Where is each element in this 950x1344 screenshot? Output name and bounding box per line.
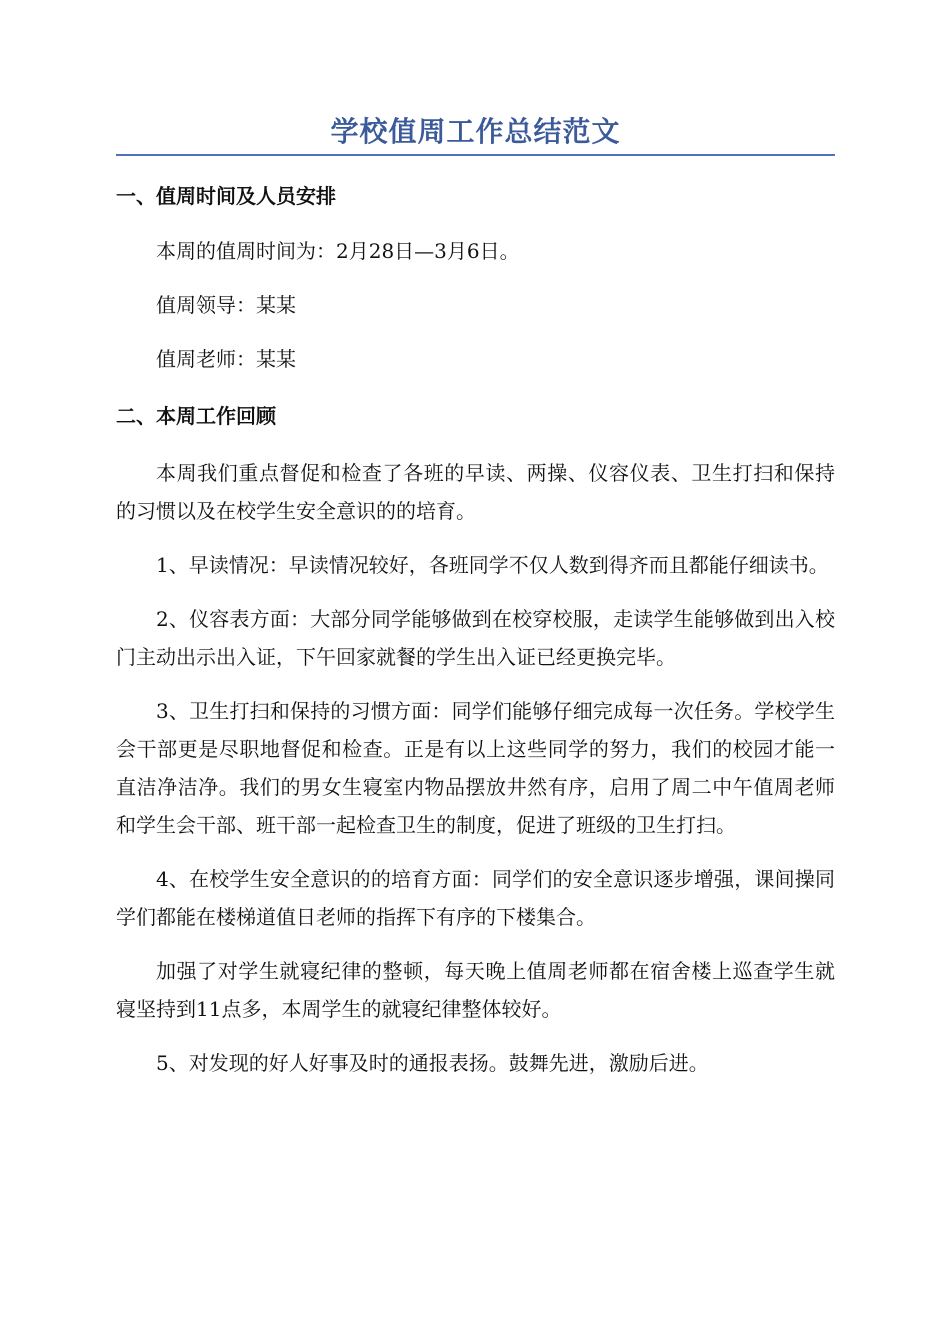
section-heading: 二、本周工作回顾 (116, 404, 276, 428)
section-review (116, 400, 835, 1082)
paragraph-dormitory: 加强了对学生就寝纪律的整顿，每天晚上值周老师都在宿舍楼上巡查学生就寝坚持到11点多，本周学生的就寝纪律整体较好。 (116, 959, 835, 1021)
paragraph-good-deeds: 5、对发现的好人好事及时的通报表扬。鼓舞先进，激励后进。 (156, 1051, 709, 1075)
paragraph-morning-reading: 1、早读情况：早读情况较好，各班同学不仅人数到得齐而且都能仔细读书。 (156, 553, 829, 577)
paragraph-duty-period: 本周的值周时间为：2月28日—3月6日。 (156, 239, 520, 263)
paragraph-duty-teacher: 值周老师：某某 (156, 347, 296, 371)
paragraph-appearance: 2、仪容表方面：大部分同学能够做到在校穿校服，走读学生能够做到出入校门主动出示出入证，下午回家就餐的学生出入证已经更换完毕。 (116, 607, 835, 669)
section-arrangement (116, 180, 835, 376)
paragraph-safety: 4、在校学生安全意识的的培育方面：同学们的安全意识逐步增强，课间操同学们都能在楼梯道值日老师的指挥下有序的下楼集合。 (116, 867, 835, 929)
document-page (116, 112, 835, 1098)
section-heading: 一、值周时间及人员安排 (116, 184, 336, 208)
document-title: 学校值周工作总结范文 (116, 112, 835, 156)
paragraph-review-intro: 本周我们重点督促和检查了各班的早读、两操、仪容仪表、卫生打扫和保持的习惯以及在校学生安全意识的的培育。 (116, 461, 835, 523)
paragraph-hygiene: 3、卫生打扫和保持的习惯方面：同学们能够仔细完成每一次任务。学校学生会干部更是尽职地督促和检查。正是有以上这些同学的努力，我们的校园才能一直洁净洁净。我们的男女生寝室内物品摆放井然有序，启用了周二中午值周老师和学生会干部、班干部一起检查卫生的制度，促进了班级的卫生打扫。 (116, 699, 835, 837)
paragraph-duty-leader: 值周领导：某某 (156, 293, 296, 317)
